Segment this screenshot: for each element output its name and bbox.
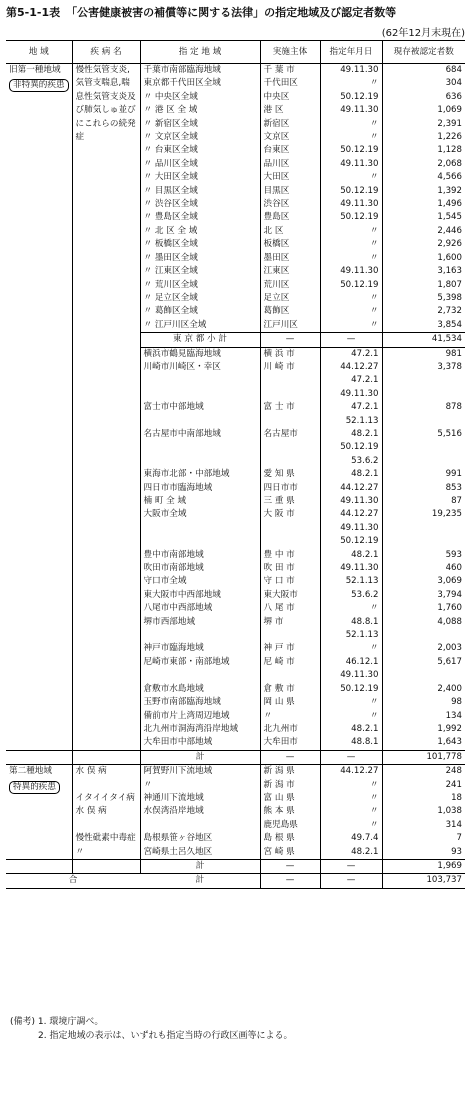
region-cell: 〃 台東区全域 — [140, 144, 260, 157]
date-cell: 49.11.30 — [320, 388, 382, 401]
region-cell: 神戸市臨海地域 — [140, 642, 260, 655]
body-cell — [260, 441, 320, 454]
body-cell: 名古屋市 — [260, 428, 320, 441]
date-cell: 48.8.1 — [320, 736, 382, 750]
region-cell — [140, 535, 260, 548]
notes-head: (備考) — [10, 1017, 36, 1027]
date-cell: 52.1.13 — [320, 415, 382, 428]
date-cell: 〃 — [320, 118, 382, 131]
region-cell: 備前市片上湾周辺地域 — [140, 710, 260, 723]
region-cell: 千葉市南部臨海地域 — [140, 64, 260, 78]
table-title — [6, 4, 396, 20]
date-cell: 49.11.30 — [320, 562, 382, 575]
count-cell: 636 — [445, 91, 462, 102]
date-cell: 〃 — [320, 805, 382, 818]
body-cell: 北九州市 — [260, 723, 320, 736]
grand-total-label-1: 合 — [6, 874, 140, 888]
grand-total-label-2: 計 — [140, 874, 260, 888]
region-cell: 阿賀野川下流地域 — [140, 765, 260, 779]
date-cell: 44.12.27 — [320, 508, 382, 521]
count-cell: 2,926 — [437, 239, 462, 250]
header-area: 地 域 — [6, 41, 72, 64]
region-cell: 〃 中央区全域 — [140, 91, 260, 104]
region-cell: 〃 目黒区全域 — [140, 185, 260, 198]
date-cell: 〃 — [320, 710, 382, 723]
count-cell: 1,760 — [437, 603, 462, 614]
region-cell — [140, 669, 260, 682]
region-cell: 〃 — [140, 779, 260, 792]
region-cell: 玉野市南部臨海地域 — [140, 696, 260, 709]
body-cell: 大田区 — [260, 171, 320, 184]
count-cell: 5,398 — [437, 292, 462, 303]
date-cell: 44.12.27 — [320, 482, 382, 495]
region-cell: 〃 墨田区全域 — [140, 252, 260, 265]
table-row — [6, 819, 465, 832]
count-cell: 4,088 — [437, 616, 462, 627]
date-cell: 49.11.30 — [320, 158, 382, 171]
body-cell: 東大阪市 — [260, 589, 320, 602]
body-cell: 熊 本 県 — [260, 805, 320, 818]
table-row — [6, 792, 465, 805]
body-cell — [260, 388, 320, 401]
header-date: 指定年月日 — [320, 41, 382, 64]
region-cell: 豊中市南部地域 — [140, 549, 260, 562]
body-cell: 千 葉 市 — [260, 64, 320, 78]
body-cell: 宮 崎 県 — [260, 846, 320, 860]
body-cell: 神 戸 市 — [260, 642, 320, 655]
table-row — [6, 846, 465, 860]
body-cell: 富 士 市 — [260, 401, 320, 414]
count-cell: 2,732 — [437, 306, 462, 317]
date-cell: 50.12.19 — [320, 441, 382, 454]
date-cell: 53.6.2 — [320, 455, 382, 468]
body-cell — [260, 415, 320, 428]
date-cell: 52.1.13 — [320, 629, 382, 642]
date-cell: 49.11.30 — [320, 522, 382, 535]
region-cell: 八尾市中西部地域 — [140, 602, 260, 615]
count-cell: 7 — [456, 833, 462, 844]
count-cell — [382, 374, 465, 387]
header-disease: 疾 病 名 — [72, 41, 140, 64]
date-cell: 50.12.19 — [320, 683, 382, 696]
date-cell: 47.2.1 — [320, 347, 382, 361]
count-cell — [382, 455, 465, 468]
body-cell: 千代田区 — [260, 77, 320, 90]
region-cell: 宮崎県土呂久地区 — [140, 846, 260, 860]
date-cell: 〃 — [320, 225, 382, 238]
disease-cell: 慢性砒素中毒症 — [72, 832, 140, 845]
region-cell: 〃 北 区 全 域 — [140, 225, 260, 238]
body-cell: 岡 山 県 — [260, 696, 320, 709]
count-cell: 2,446 — [437, 225, 462, 236]
region-cell — [140, 629, 260, 642]
designated-areas-table — [6, 40, 465, 889]
region-cell: 東海市北部・中部地域 — [140, 468, 260, 481]
region-cell — [140, 522, 260, 535]
body-cell: 横 浜 市 — [260, 347, 320, 361]
area-subtype: 非特異的疾患 — [9, 79, 69, 92]
subtotal-label: 東 京 都 小 計 — [140, 333, 260, 347]
body-cell: 八 尾 市 — [260, 602, 320, 615]
count-cell: 5,516 — [437, 428, 462, 439]
table-row — [6, 779, 465, 792]
count-cell: 1,128 — [437, 145, 462, 156]
count-cell: 304 — [445, 78, 462, 89]
total-body: — — [260, 859, 320, 873]
body-cell: 江東区 — [260, 265, 320, 278]
region-cell — [140, 374, 260, 387]
date-cell: 50.12.19 — [320, 185, 382, 198]
body-cell — [260, 629, 320, 642]
count-cell: 19,235 — [431, 509, 462, 520]
body-cell — [260, 669, 320, 682]
region-cell: 東京都千代田区全域 — [140, 77, 260, 90]
count-cell: 2,068 — [437, 158, 462, 169]
count-cell: 1,392 — [437, 185, 462, 196]
date-cell: 47.2.1 — [320, 374, 382, 387]
region-cell: 〃 板橋区全域 — [140, 238, 260, 251]
date-cell: 46.12.1 — [320, 656, 382, 669]
count-cell — [382, 415, 465, 428]
region-cell: 四日市市臨海地域 — [140, 482, 260, 495]
count-cell: 460 — [445, 563, 462, 574]
region-cell: 〃 文京区全域 — [140, 131, 260, 144]
body-cell: 倉 敷 市 — [260, 683, 320, 696]
region-cell: 〃 渋谷区全域 — [140, 198, 260, 211]
region-cell: 倉敷市水島地域 — [140, 683, 260, 696]
date-cell: 44.12.27 — [320, 765, 382, 779]
date-cell: 48.8.1 — [320, 616, 382, 629]
date-cell: 〃 — [320, 77, 382, 90]
date-cell: 50.12.19 — [320, 279, 382, 292]
date-cell: 50.12.19 — [320, 144, 382, 157]
area-name: 第二種地域 — [9, 766, 52, 777]
date-cell: 〃 — [320, 238, 382, 251]
total-count: 1,969 — [382, 859, 465, 873]
date-cell: 〃 — [320, 696, 382, 709]
subtotal-body: — — [260, 333, 320, 347]
date-cell: 49.11.30 — [320, 495, 382, 508]
body-cell: 葛飾区 — [260, 305, 320, 318]
count-cell: 1,643 — [437, 737, 462, 748]
subtotal-count: 41,534 — [382, 333, 465, 347]
date-cell: 〃 — [320, 131, 382, 144]
count-cell: 1,069 — [437, 105, 462, 116]
body-cell: 川 崎 市 — [260, 361, 320, 374]
grand-total-row — [6, 874, 465, 888]
total-body: — — [260, 750, 320, 764]
body-cell: 江戸川区 — [260, 319, 320, 333]
region-cell: 〃 大田区全域 — [140, 171, 260, 184]
date-cell: 49.11.30 — [320, 64, 382, 78]
date-cell: 49.7.4 — [320, 832, 382, 845]
disease-cell: 水 俣 病 — [72, 805, 140, 818]
date-cell: 〃 — [320, 792, 382, 805]
total-date: — — [320, 859, 382, 873]
count-cell: 2,003 — [437, 643, 462, 654]
header-row — [6, 41, 465, 64]
count-cell: 1,600 — [437, 252, 462, 263]
region-cell: 〃 新宿区全域 — [140, 118, 260, 131]
region-cell: 〃 葛飾区全域 — [140, 305, 260, 318]
count-cell: 93 — [451, 846, 462, 857]
total-label: 計 — [140, 859, 260, 873]
header-count: 現存被認定者数 — [382, 41, 465, 64]
count-cell: 1,038 — [437, 806, 462, 817]
disease-cell — [72, 819, 140, 832]
header-region: 指 定 地 域 — [140, 41, 260, 64]
grand-total-date: — — [320, 874, 382, 888]
date-cell: 49.11.30 — [320, 265, 382, 278]
date-cell: 47.2.1 — [320, 401, 382, 414]
body-cell: 墨田区 — [260, 252, 320, 265]
disease-cell-1: 慢性気管支炎,気管支喘息,喘息性気管支炎及び肺気しゅ並びにこれらの続発症 — [72, 64, 140, 751]
body-cell: 吹 田 市 — [260, 562, 320, 575]
count-cell: 18 — [451, 792, 462, 803]
count-cell: 1,226 — [437, 132, 462, 143]
count-cell: 1,992 — [437, 723, 462, 734]
disease-cell — [72, 779, 140, 792]
date-cell: 50.12.19 — [320, 91, 382, 104]
table-row — [6, 64, 465, 78]
date-cell: 48.2.1 — [320, 549, 382, 562]
body-cell — [260, 522, 320, 535]
disease-cell: 〃 — [72, 846, 140, 860]
count-cell: 853 — [445, 482, 462, 493]
count-cell: 5,617 — [437, 656, 462, 667]
region-cell: 水俣湾沿岸地域 — [140, 805, 260, 818]
count-cell: 98 — [451, 697, 462, 708]
body-cell: 文京区 — [260, 131, 320, 144]
body-cell: 三 重 県 — [260, 495, 320, 508]
grand-total-count: 103,737 — [382, 874, 465, 888]
count-cell: 3,854 — [437, 319, 462, 330]
body-cell — [260, 535, 320, 548]
region-cell: 横浜市鶴見臨海地域 — [140, 347, 260, 361]
table-row — [6, 832, 465, 845]
body-cell: 新宿区 — [260, 118, 320, 131]
date-cell: 50.12.19 — [320, 535, 382, 548]
region-cell — [140, 388, 260, 401]
region-cell: 〃 江東区全域 — [140, 265, 260, 278]
body-cell: 堺 市 — [260, 616, 320, 629]
note-1: 1. 環境庁調べ。 — [37, 1017, 104, 1027]
count-cell: 248 — [382, 765, 465, 779]
table-caption: 「公害健康被害の補償等に関する法律」の指定地域及び認定者数等 — [66, 6, 397, 19]
table-row — [6, 805, 465, 818]
body-cell — [260, 374, 320, 387]
area-cell-1 — [6, 64, 72, 751]
header-body: 実施主体 — [260, 41, 320, 64]
body-cell: 富 山 県 — [260, 792, 320, 805]
count-cell — [382, 522, 465, 535]
body-cell: 大 阪 市 — [260, 508, 320, 521]
region-cell: 大阪市全域 — [140, 508, 260, 521]
count-cell — [382, 535, 465, 548]
region-cell: 〃 品川区全域 — [140, 158, 260, 171]
region-cell — [140, 441, 260, 454]
count-cell — [382, 629, 465, 642]
section1-total-row — [6, 750, 465, 764]
total-label: 計 — [140, 750, 260, 764]
region-cell: 北九州市洞海湾沿岸地域 — [140, 723, 260, 736]
area-cell-2 — [6, 765, 72, 860]
count-cell — [382, 669, 465, 682]
body-cell: 荒川区 — [260, 279, 320, 292]
body-cell: 大牟田市 — [260, 736, 320, 750]
date-cell: 〃 — [320, 642, 382, 655]
date-cell: 48.2.1 — [320, 428, 382, 441]
body-cell: 台東区 — [260, 144, 320, 157]
region-cell: 尼崎市東部・南部地域 — [140, 656, 260, 669]
region-cell: 東大阪市中西部地域 — [140, 589, 260, 602]
date-cell: 50.12.19 — [320, 211, 382, 224]
region-cell: 〃 荒川区全域 — [140, 279, 260, 292]
body-cell: 新 潟 県 — [260, 765, 320, 779]
region-cell: 吹田市南部地域 — [140, 562, 260, 575]
date-cell: 〃 — [320, 171, 382, 184]
body-cell: 港 区 — [260, 104, 320, 117]
region-cell: 島根県笹ヶ谷地区 — [140, 832, 260, 845]
region-cell: 楠 町 全 域 — [140, 495, 260, 508]
count-cell: 3,163 — [437, 266, 462, 277]
count-cell: 241 — [445, 779, 462, 790]
count-cell: 134 — [445, 710, 462, 721]
region-cell — [140, 455, 260, 468]
region-cell: 名古屋市中南部地域 — [140, 428, 260, 441]
date-cell: 44.12.27 — [320, 361, 382, 374]
date-cell: 49.11.30 — [320, 669, 382, 682]
count-cell: 3,378 — [437, 361, 462, 372]
region-cell: 神通川下流地域 — [140, 792, 260, 805]
count-cell: 1,496 — [437, 199, 462, 210]
body-cell: 中央区 — [260, 91, 320, 104]
count-cell — [382, 388, 465, 401]
count-cell: 2,391 — [437, 118, 462, 129]
blank-cell — [72, 859, 140, 873]
body-cell: 豊 中 市 — [260, 549, 320, 562]
subtotal-date: — — [320, 333, 382, 347]
count-cell: 87 — [451, 496, 462, 506]
count-cell: 981 — [445, 348, 462, 359]
region-cell: 〃 港 区 全 域 — [140, 104, 260, 117]
body-cell: 新 潟 市 — [260, 779, 320, 792]
date-cell: 〃 — [320, 252, 382, 265]
total-count: 101,778 — [382, 750, 465, 764]
count-cell: 2,400 — [437, 683, 462, 694]
body-cell: 愛 知 県 — [260, 468, 320, 481]
body-cell — [260, 455, 320, 468]
region-cell — [140, 819, 260, 832]
body-cell: 豊島区 — [260, 211, 320, 224]
date-cell: 〃 — [320, 779, 382, 792]
notes — [10, 1015, 292, 1043]
blank-cell — [6, 750, 72, 764]
body-cell: 島 根 県 — [260, 832, 320, 845]
blank-cell — [6, 859, 72, 873]
body-cell: 品川区 — [260, 158, 320, 171]
region-cell — [140, 415, 260, 428]
body-cell: 〃 — [260, 710, 320, 723]
count-cell: 314 — [445, 819, 462, 830]
disease-cell: 水 俣 病 — [72, 765, 140, 779]
date-cell: 49.11.30 — [320, 104, 382, 117]
date-cell: 48.2.1 — [320, 723, 382, 736]
date-cell: 48.2.1 — [320, 468, 382, 481]
region-cell: 〃 豊島区全域 — [140, 211, 260, 224]
count-cell: 593 — [445, 549, 462, 560]
count-cell: 684 — [445, 65, 462, 75]
body-cell: 四日市市 — [260, 482, 320, 495]
disease-cell: イタイイタイ病 — [72, 792, 140, 805]
area-subtype: 特異的疾患 — [9, 781, 60, 794]
note-2: 2. 指定地域の表示は、いずれも指定当時の行政区画等による。 — [38, 1031, 293, 1041]
region-cell: 守口市全域 — [140, 575, 260, 588]
as-of-date: (62年12月末現在) — [381, 28, 465, 39]
count-cell: 4,566 — [437, 172, 462, 183]
date-cell: 52.1.13 — [320, 575, 382, 588]
date-cell: 〃 — [320, 292, 382, 305]
body-cell: 守 口 市 — [260, 575, 320, 588]
body-cell: 尼 崎 市 — [260, 656, 320, 669]
date-cell: 53.6.2 — [320, 589, 382, 602]
count-cell: 1,807 — [437, 279, 462, 290]
count-cell — [382, 441, 465, 454]
count-cell: 3,069 — [437, 576, 462, 587]
date-cell: 48.2.1 — [320, 846, 382, 860]
date-cell: 49.11.30 — [320, 198, 382, 211]
count-cell: 991 — [445, 469, 462, 480]
region-cell: 富士市中部地域 — [140, 401, 260, 414]
count-cell: 1,545 — [437, 212, 462, 223]
blank-cell — [72, 750, 140, 764]
date-cell: 〃 — [320, 602, 382, 615]
body-cell: 北 区 — [260, 225, 320, 238]
date-cell: 〃 — [320, 305, 382, 318]
date-cell: 〃 — [320, 819, 382, 832]
area-name: 旧第一種地域 — [9, 65, 61, 75]
body-cell: 目黒区 — [260, 185, 320, 198]
region-cell: 〃 足立区全域 — [140, 292, 260, 305]
total-date: — — [320, 750, 382, 764]
grand-total-body: — — [260, 874, 320, 888]
count-cell: 3,794 — [437, 589, 462, 600]
region-cell: 川崎市川崎区・幸区 — [140, 361, 260, 374]
body-cell: 鹿児島県 — [260, 819, 320, 832]
region-cell: 大牟田市中部地域 — [140, 736, 260, 750]
table-row — [6, 765, 465, 779]
body-cell: 板橋区 — [260, 238, 320, 251]
region-cell: 〃 江戸川区全域 — [140, 319, 260, 333]
region-cell: 堺市西部地域 — [140, 616, 260, 629]
section2-total-row — [6, 859, 465, 873]
count-cell: 878 — [445, 402, 462, 413]
date-cell: 〃 — [320, 319, 382, 333]
table-number: 第5-1-1表 — [6, 6, 61, 19]
body-cell: 渋谷区 — [260, 198, 320, 211]
body-cell: 足立区 — [260, 292, 320, 305]
